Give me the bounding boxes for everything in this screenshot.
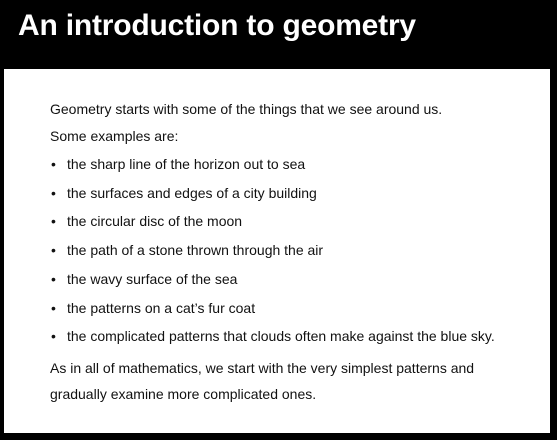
list-item bbox=[50, 294, 540, 323]
list-item-text: the patterns on a cat’s fur coat bbox=[67, 299, 256, 316]
closing-paragraph bbox=[50, 351, 540, 407]
list-item-text: the wavy surface of the sea bbox=[67, 270, 238, 287]
bullet-icon: • bbox=[51, 213, 56, 230]
bullet-icon: • bbox=[51, 156, 56, 172]
list-item-text: the circular disc of the moon bbox=[67, 213, 243, 230]
bullet-icon: • bbox=[51, 242, 56, 259]
list-item-text: the surfaces and edges of a city building bbox=[67, 184, 317, 201]
bullet-icon: • bbox=[51, 270, 56, 287]
bullet-icon: • bbox=[51, 299, 56, 316]
bullet-icon: • bbox=[51, 184, 56, 201]
intro-line-1: Geometry starts with some of the things that we see around us. bbox=[50, 101, 443, 117]
list-item bbox=[50, 322, 540, 351]
closing-line-2: gradually examine more complicated ones. bbox=[50, 385, 317, 402]
list-item bbox=[50, 207, 540, 236]
list-item-text: the path of a stone thrown through the air bbox=[67, 242, 324, 259]
bullet-icon: • bbox=[51, 328, 56, 345]
page-title: An introduction to geometry bbox=[18, 9, 416, 42]
list-item-text: the complicated patterns that clouds often make against the blue sky. bbox=[67, 328, 495, 345]
list-item bbox=[50, 236, 540, 265]
content-panel bbox=[3, 68, 551, 434]
title-banner bbox=[0, 0, 557, 68]
list-item-text: the sharp line of the horizon out to sea bbox=[67, 156, 306, 172]
list-item bbox=[50, 150, 540, 179]
list-item bbox=[50, 179, 540, 208]
list-item bbox=[50, 265, 540, 294]
body-text bbox=[50, 96, 540, 407]
closing-line-1: As in all of mathematics, we start with the very simplest patterns and bbox=[50, 359, 475, 376]
examples-list bbox=[50, 150, 540, 351]
intro-line-2: Some examples are: bbox=[50, 128, 179, 144]
